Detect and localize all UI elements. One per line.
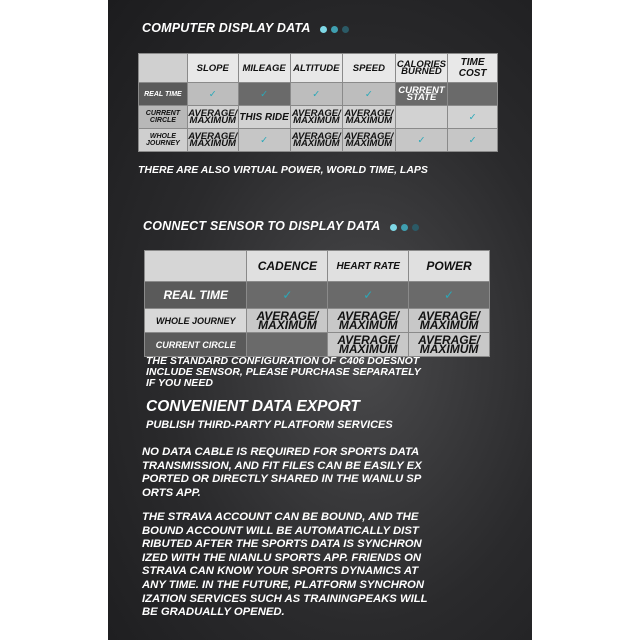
table-cell xyxy=(395,106,448,129)
col-time-cost: TIME COST xyxy=(448,54,498,83)
table-cell: AVERAGE/ MAXIMUM xyxy=(328,333,409,357)
check-icon: ✓ xyxy=(247,282,328,309)
para-line: ORTS APP. xyxy=(142,486,201,499)
section-dots xyxy=(320,22,353,36)
table-cell: AVERAGE/ MAXIMUM xyxy=(247,309,328,333)
col-power: POWER xyxy=(409,251,490,282)
export-title: CONVENIENT DATA EXPORT xyxy=(146,398,360,415)
check-icon: ✓ xyxy=(290,83,343,106)
dot-3 xyxy=(342,26,349,33)
row-label: WHOLE JOURNEY xyxy=(139,129,188,152)
para-line: BE GRADUALLY OPENED. xyxy=(142,606,285,619)
section2-note xyxy=(146,356,421,389)
section1-header xyxy=(142,21,353,36)
para-line: ANY TIME. IN THE FUTURE, PLATFORM SYNCHRON xyxy=(142,578,425,591)
check-icon: ✓ xyxy=(328,282,409,309)
table-cell: AVERAGE/ MAXIMUM xyxy=(290,106,343,129)
corner-cell xyxy=(145,251,247,282)
dot-1 xyxy=(390,224,397,231)
section1-title: COMPUTER DISPLAY DATA xyxy=(142,21,311,35)
table-row xyxy=(139,106,498,129)
col-cadence: CADENCE xyxy=(247,251,328,282)
table-header-row xyxy=(145,251,490,282)
para-line: IZATION SERVICES SUCH AS TRAININGPEAKS WILL xyxy=(142,592,428,605)
check-icon: ✓ xyxy=(238,83,290,106)
note-line: INCLUDE SENSOR, PLEASE PURCHASE SEPARATELY xyxy=(146,366,421,378)
table-cell xyxy=(448,83,498,106)
check-icon: ✓ xyxy=(395,129,448,152)
table-header-row xyxy=(139,54,498,83)
table-row xyxy=(145,309,490,333)
para-line: TRANSMISSION, AND FIT FILES CAN BE EASILY EX xyxy=(142,459,422,472)
table-row xyxy=(139,83,498,106)
para-line: BOUND ACCOUNT WILL BE AUTOMATICALLY DIST xyxy=(142,524,419,537)
para-line: PORTED OR DIRECTLY SHARED IN THE WANLU SP xyxy=(142,473,422,486)
table-cell: AVERAGE/ MAXIMUM xyxy=(343,106,396,129)
table-cell: AVERAGE/ MAXIMUM xyxy=(328,309,409,333)
dot-2 xyxy=(331,26,338,33)
sensor-data-table xyxy=(144,250,490,357)
dot-2 xyxy=(401,224,408,231)
col-mileage: MILEAGE xyxy=(238,54,290,83)
table-cell: AVERAGE/ MAXIMUM xyxy=(409,333,490,357)
col-slope: SLOPE xyxy=(187,54,238,83)
table-cell: AVERAGE/ MAXIMUM xyxy=(409,309,490,333)
col-heart-rate: HEART RATE xyxy=(328,251,409,282)
dot-3 xyxy=(412,224,419,231)
note-line: IF YOU NEED xyxy=(146,377,213,389)
para-line: STRAVA CAN KNOW YOUR SPORTS DYNAMICS AT xyxy=(142,565,419,578)
dot-1 xyxy=(320,26,327,33)
table-cell: AVERAGE/ MAXIMUM xyxy=(187,106,238,129)
section-dots xyxy=(390,220,423,234)
check-icon: ✓ xyxy=(448,129,498,152)
computer-data-table xyxy=(138,53,498,152)
check-icon: ✓ xyxy=(238,129,290,152)
section2-title: CONNECT SENSOR TO DISPLAY DATA xyxy=(143,219,381,233)
para-line: IZED WITH THE NIANLU SPORTS APP. FRIENDS ON xyxy=(142,551,422,564)
row-label: WHOLE JOURNEY xyxy=(145,309,247,333)
export-subtitle: PUBLISH THIRD-PARTY PLATFORM SERVICES xyxy=(146,419,393,431)
check-icon: ✓ xyxy=(343,83,396,106)
table-cell: AVERAGE/ MAXIMUM xyxy=(343,129,396,152)
product-panel xyxy=(108,0,532,640)
col-altitude: ALTITUDE xyxy=(290,54,343,83)
table-cell xyxy=(247,333,328,357)
para-line: RIBUTED AFTER THE SPORTS DATA IS SYNCHRON xyxy=(142,538,422,551)
section1-note: THERE ARE ALSO VIRTUAL POWER, WORLD TIME, LAPS xyxy=(138,164,428,176)
table-row xyxy=(145,282,490,309)
check-icon: ✓ xyxy=(187,83,238,106)
export-paragraph-2 xyxy=(142,511,452,620)
check-icon: ✓ xyxy=(409,282,490,309)
col-speed: SPEED xyxy=(343,54,396,83)
col-calories: CALORIES BURNED xyxy=(395,54,448,83)
row-label: REAL TIME xyxy=(139,83,188,106)
row-label: REAL TIME xyxy=(145,282,247,309)
table-cell: AVERAGE/ MAXIMUM xyxy=(187,129,238,152)
check-icon: ✓ xyxy=(448,106,498,129)
table-row xyxy=(139,129,498,152)
para-line: NO DATA CABLE IS REQUIRED FOR SPORTS DATA xyxy=(142,446,420,458)
export-paragraph-1 xyxy=(142,446,452,500)
row-label: CURRENT CIRCLE xyxy=(139,106,188,129)
corner-cell xyxy=(139,54,188,83)
row-label: CURRENT CIRCLE xyxy=(145,333,247,357)
table-row xyxy=(145,333,490,357)
table-cell: CURRENT STATE xyxy=(395,83,448,106)
table-cell: THIS RIDE xyxy=(238,106,290,129)
section2-header xyxy=(143,219,423,234)
note-line: THE STANDARD CONFIGURATION OF C406 DOESNOT xyxy=(146,355,420,367)
para-line: THE STRAVA ACCOUNT CAN BE BOUND, AND THE xyxy=(142,511,419,523)
table-cell: AVERAGE/ MAXIMUM xyxy=(290,129,343,152)
